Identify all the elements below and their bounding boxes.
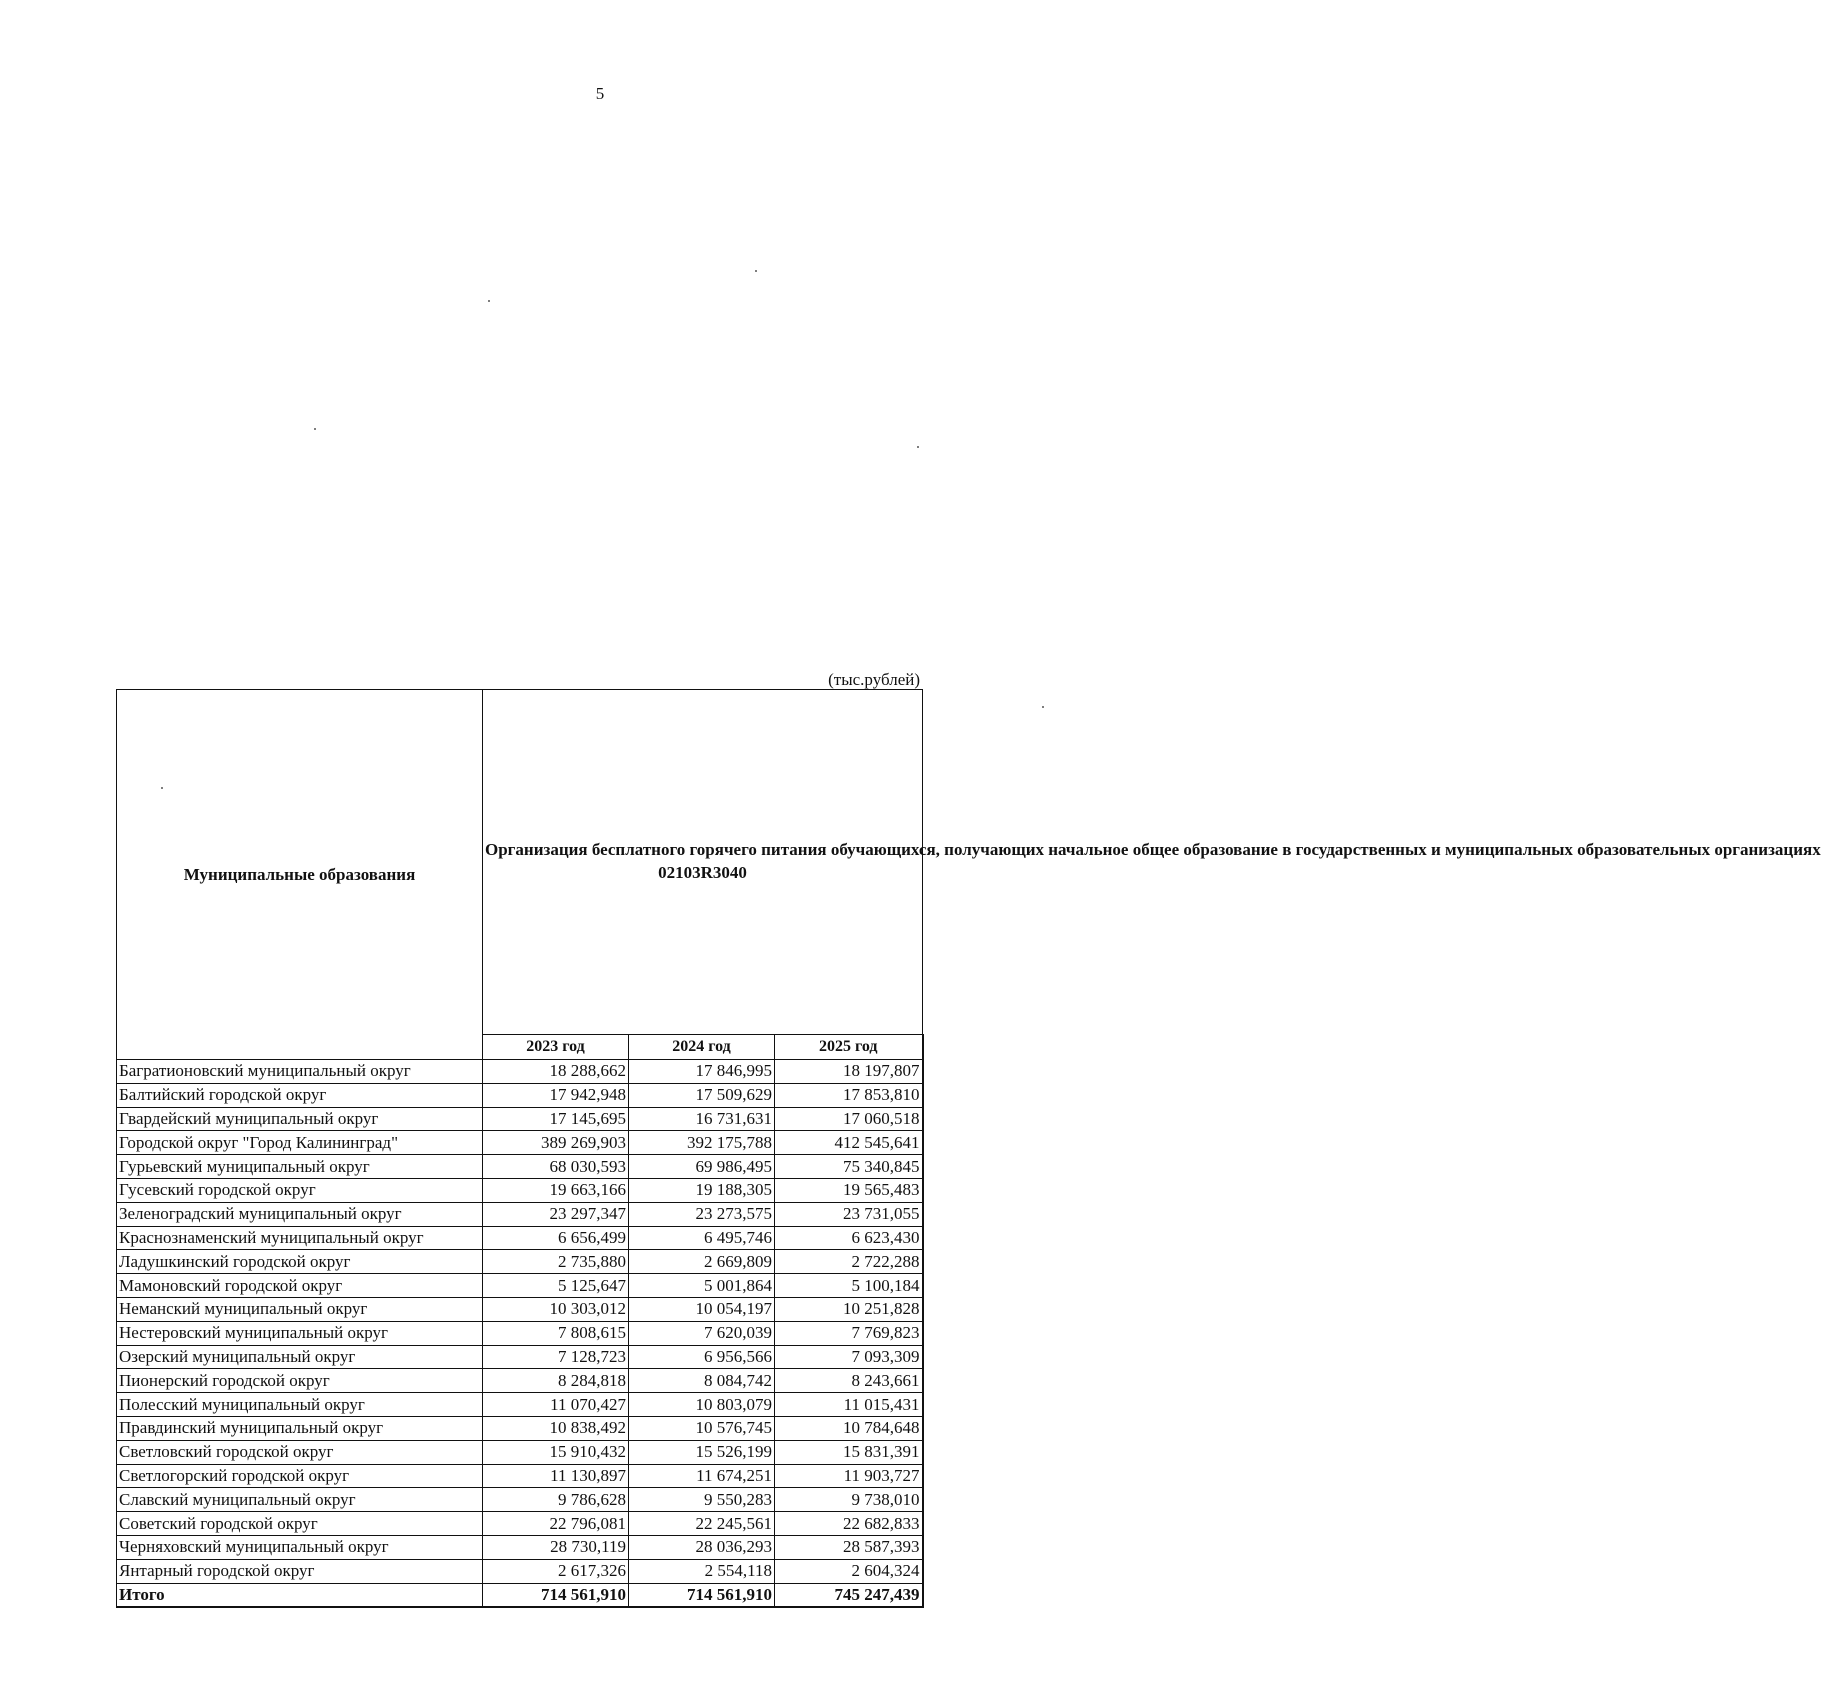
table-row bbox=[117, 1060, 923, 1084]
value-2024: 10 576,745 bbox=[629, 1416, 775, 1440]
value-2024: 16 731,631 bbox=[629, 1107, 775, 1131]
value-2024: 17 509,629 bbox=[629, 1083, 775, 1107]
row-name: Неманский муниципальный округ bbox=[117, 1297, 483, 1321]
row-name: Гусевский городской округ bbox=[117, 1178, 483, 1202]
row-name: Славский муниципальный округ bbox=[117, 1488, 483, 1512]
value-2025: 2 604,324 bbox=[775, 1559, 923, 1583]
value-2024: 15 526,199 bbox=[629, 1440, 775, 1464]
row-name: Багратионовский муниципальный округ bbox=[117, 1060, 483, 1084]
value-2025: 23 731,055 bbox=[775, 1202, 923, 1226]
table-row bbox=[117, 1559, 923, 1583]
value-2025: 17 853,810 bbox=[775, 1083, 923, 1107]
value-2024: 8 084,742 bbox=[629, 1369, 775, 1393]
total-2024: 714 561,910 bbox=[629, 1583, 775, 1607]
table-row bbox=[117, 1083, 923, 1107]
total-2025: 745 247,439 bbox=[775, 1583, 923, 1607]
budget-table bbox=[116, 689, 1821, 1608]
header-year-2025: 2025 год bbox=[775, 1035, 923, 1060]
value-2023: 389 269,903 bbox=[483, 1131, 629, 1155]
value-2023: 2 735,880 bbox=[483, 1250, 629, 1274]
value-2024: 69 986,495 bbox=[629, 1155, 775, 1179]
value-2024: 2 669,809 bbox=[629, 1250, 775, 1274]
value-2025: 18 197,807 bbox=[775, 1060, 923, 1084]
value-2025: 28 587,393 bbox=[775, 1535, 923, 1559]
row-name: Черняховский муниципальный округ bbox=[117, 1535, 483, 1559]
value-2023: 5 125,647 bbox=[483, 1274, 629, 1298]
value-2023: 8 284,818 bbox=[483, 1369, 629, 1393]
header-program bbox=[483, 690, 1821, 1035]
row-name: Озерский муниципальный округ bbox=[117, 1345, 483, 1369]
table-row bbox=[117, 1464, 923, 1488]
value-2024: 10 054,197 bbox=[629, 1297, 775, 1321]
value-2025: 19 565,483 bbox=[775, 1178, 923, 1202]
row-name: Правдинский муниципальный округ bbox=[117, 1416, 483, 1440]
row-name: Янтарный городской округ bbox=[117, 1559, 483, 1583]
value-2025: 6 623,430 bbox=[775, 1226, 923, 1250]
value-2023: 9 786,628 bbox=[483, 1488, 629, 1512]
value-2024: 28 036,293 bbox=[629, 1535, 775, 1559]
row-name: Гурьевский муниципальный округ bbox=[117, 1155, 483, 1179]
value-2023: 11 070,427 bbox=[483, 1393, 629, 1417]
row-name: Советский городской округ bbox=[117, 1512, 483, 1536]
value-2024: 5 001,864 bbox=[629, 1274, 775, 1298]
value-2025: 15 831,391 bbox=[775, 1440, 923, 1464]
total-2023: 714 561,910 bbox=[483, 1583, 629, 1607]
table-row bbox=[117, 1321, 923, 1345]
row-name: Ладушкинский городской округ bbox=[117, 1250, 483, 1274]
value-2023: 18 288,662 bbox=[483, 1060, 629, 1084]
value-2024: 392 175,788 bbox=[629, 1131, 775, 1155]
row-name: Пионерский городской округ bbox=[117, 1369, 483, 1393]
value-2025: 11 903,727 bbox=[775, 1464, 923, 1488]
row-name: Гвардейский муниципальный округ bbox=[117, 1107, 483, 1131]
header-program-title: Организация бесплатного горячего питания обучающихся, получающих начальное общее образование в государственных и муниципальных образовательных организациях bbox=[485, 840, 1821, 860]
value-2025: 7 769,823 bbox=[775, 1321, 923, 1345]
value-2023: 15 910,432 bbox=[483, 1440, 629, 1464]
row-name: Полесский муниципальный округ bbox=[117, 1393, 483, 1417]
row-name: Светловский городской округ bbox=[117, 1440, 483, 1464]
value-2024: 2 554,118 bbox=[629, 1559, 775, 1583]
total-label: Итого bbox=[117, 1583, 483, 1607]
value-2025: 10 251,828 bbox=[775, 1297, 923, 1321]
scan-speck bbox=[314, 428, 316, 430]
scan-speck bbox=[488, 300, 490, 302]
table-row bbox=[117, 1488, 923, 1512]
value-2025: 5 100,184 bbox=[775, 1274, 923, 1298]
page-number: 5 bbox=[595, 84, 605, 103]
value-2024: 17 846,995 bbox=[629, 1060, 775, 1084]
table-row bbox=[117, 1297, 923, 1321]
table-row bbox=[117, 1345, 923, 1369]
value-2024: 11 674,251 bbox=[629, 1464, 775, 1488]
table-row bbox=[117, 1393, 923, 1417]
table-row bbox=[117, 1416, 923, 1440]
value-2024: 6 956,566 bbox=[629, 1345, 775, 1369]
value-2023: 10 838,492 bbox=[483, 1416, 629, 1440]
header-program-code: 02103R3040 bbox=[658, 863, 747, 882]
table-row bbox=[117, 1155, 923, 1179]
value-2023: 28 730,119 bbox=[483, 1535, 629, 1559]
value-2024: 6 495,746 bbox=[629, 1226, 775, 1250]
value-2025: 22 682,833 bbox=[775, 1512, 923, 1536]
value-2023: 7 808,615 bbox=[483, 1321, 629, 1345]
value-2023: 68 030,593 bbox=[483, 1155, 629, 1179]
table-row bbox=[117, 1369, 923, 1393]
row-name: Светлогорский городской округ bbox=[117, 1464, 483, 1488]
value-2025: 412 545,641 bbox=[775, 1131, 923, 1155]
header-municipalities: Муниципальные образования bbox=[117, 690, 483, 1060]
table-row bbox=[117, 1274, 923, 1298]
table-row bbox=[117, 1440, 923, 1464]
table-row bbox=[117, 1107, 923, 1131]
table-row bbox=[117, 1226, 923, 1250]
table-row bbox=[117, 1250, 923, 1274]
value-2025: 2 722,288 bbox=[775, 1250, 923, 1274]
value-2023: 22 796,081 bbox=[483, 1512, 629, 1536]
row-name: Балтийский городской округ bbox=[117, 1083, 483, 1107]
value-2024: 22 245,561 bbox=[629, 1512, 775, 1536]
table-row bbox=[117, 1131, 923, 1155]
value-2024: 19 188,305 bbox=[629, 1178, 775, 1202]
value-2023: 11 130,897 bbox=[483, 1464, 629, 1488]
total-row bbox=[117, 1583, 923, 1607]
value-2023: 7 128,723 bbox=[483, 1345, 629, 1369]
value-2023: 23 297,347 bbox=[483, 1202, 629, 1226]
header-year-2024: 2024 год bbox=[629, 1035, 775, 1060]
value-2023: 2 617,326 bbox=[483, 1559, 629, 1583]
table-row bbox=[117, 1178, 923, 1202]
value-2025: 17 060,518 bbox=[775, 1107, 923, 1131]
value-2025: 9 738,010 bbox=[775, 1488, 923, 1512]
value-2024: 7 620,039 bbox=[629, 1321, 775, 1345]
value-2025: 7 093,309 bbox=[775, 1345, 923, 1369]
row-name: Зеленоградский муниципальный округ bbox=[117, 1202, 483, 1226]
row-name: Городской округ "Город Калининград" bbox=[117, 1131, 483, 1155]
table-row bbox=[117, 1512, 923, 1536]
scan-speck bbox=[755, 270, 757, 272]
value-2023: 17 145,695 bbox=[483, 1107, 629, 1131]
row-name: Нестеровский муниципальный округ bbox=[117, 1321, 483, 1345]
value-2025: 11 015,431 bbox=[775, 1393, 923, 1417]
value-2023: 19 663,166 bbox=[483, 1178, 629, 1202]
table-body bbox=[117, 1060, 923, 1607]
value-2023: 17 942,948 bbox=[483, 1083, 629, 1107]
table-row bbox=[117, 1535, 923, 1559]
row-name: Мамоновский городской округ bbox=[117, 1274, 483, 1298]
table-row bbox=[117, 1202, 923, 1226]
value-2023: 6 656,499 bbox=[483, 1226, 629, 1250]
value-2025: 10 784,648 bbox=[775, 1416, 923, 1440]
value-2024: 10 803,079 bbox=[629, 1393, 775, 1417]
value-2024: 23 273,575 bbox=[629, 1202, 775, 1226]
value-2025: 8 243,661 bbox=[775, 1369, 923, 1393]
scan-speck bbox=[1042, 706, 1044, 708]
value-2024: 9 550,283 bbox=[629, 1488, 775, 1512]
value-2023: 10 303,012 bbox=[483, 1297, 629, 1321]
units-label: (тыс.рублей) bbox=[828, 670, 920, 689]
scan-speck bbox=[917, 446, 919, 448]
header-year-2023: 2023 год bbox=[483, 1035, 629, 1060]
value-2025: 75 340,845 bbox=[775, 1155, 923, 1179]
row-name: Краснознаменский муниципальный округ bbox=[117, 1226, 483, 1250]
